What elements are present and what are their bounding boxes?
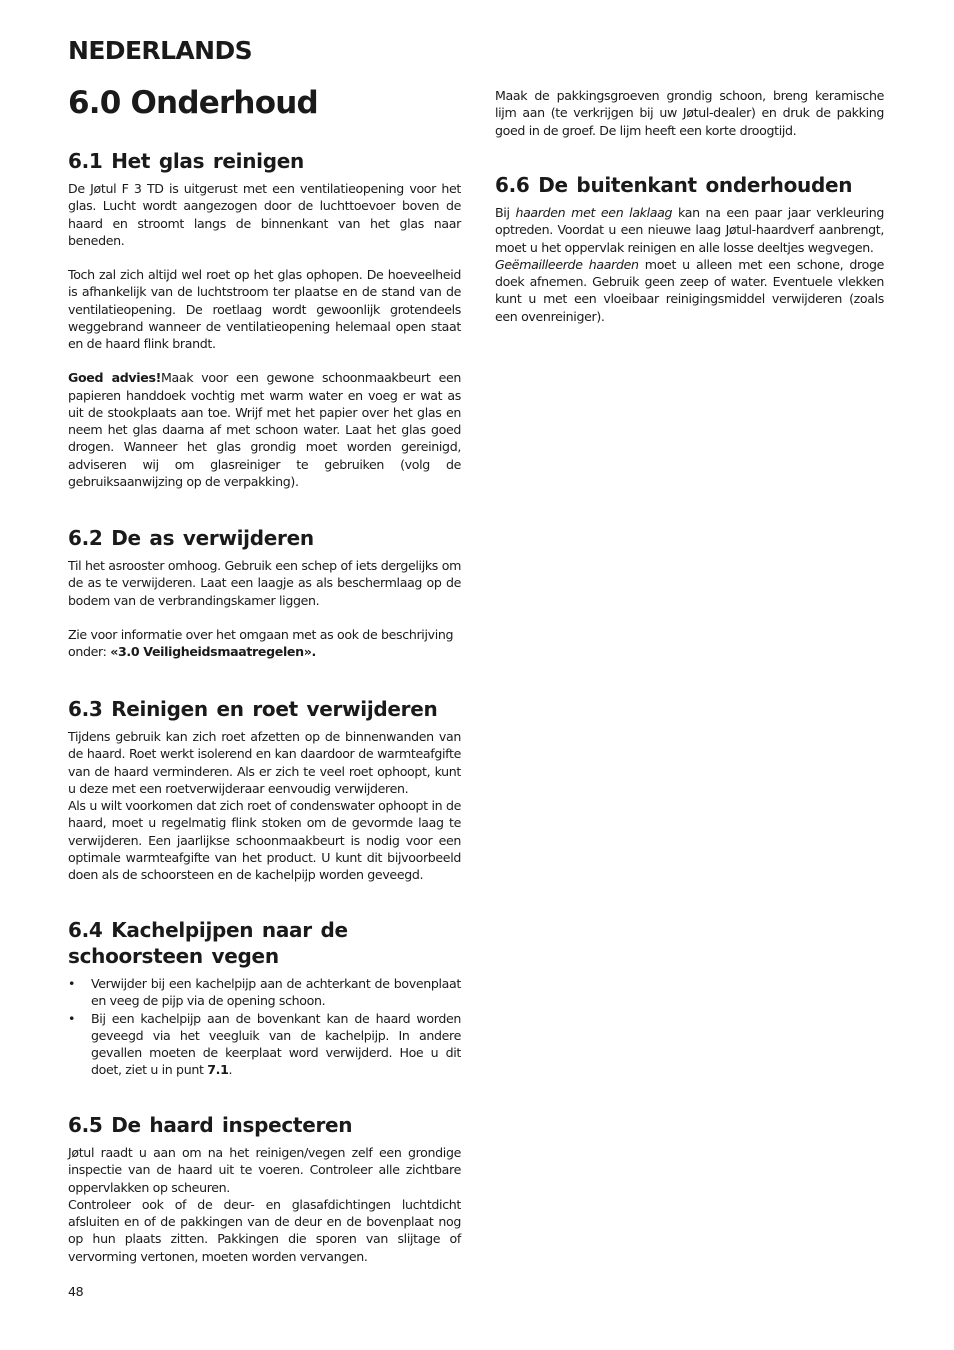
section-6-5 (68, 1112, 461, 1265)
tip-label: Goed advies! (68, 370, 161, 386)
section-6-1-title: 6.1 Het glas reinigen (68, 149, 304, 173)
section-reference: 7.1 (207, 1062, 229, 1078)
section-6-3-paragraph-1: Tijdens gebruik kan zich roet afzetten op de binnenwanden van de haard. Roet werkt isolerend en kan daardoor de warmteafgifte van de haard verminderen. Als er zich te veel roet ophoopt, kunt u deze met een roetverwijderaar eenvoudig verwijderen. (68, 729, 461, 796)
section-6-3-paragraph-2: Als u wilt voorkomen dat zich roet of condenswater ophoopt in de haard, moet u regelmatig flink stoken om de gevormde laag te verwijderen. Een jaarlijkse schoonmaakbeurt is nodig voor een optimale warmteafgifte van het product. U kunt dit bijvoorbeeld doen als de schoorsteen en de kachelpijp worden geveegd. (68, 798, 461, 882)
enamelled-stoves-term: Geëmailleerde haarden (495, 256, 639, 272)
gasket-continuation (495, 87, 884, 139)
section-6-4-title: 6.4 Kachelpijpen naar de schoorsteen vegen (68, 918, 348, 968)
section-6-4 (68, 917, 461, 1079)
section-6-3 (68, 696, 461, 883)
section-6-5-paragraph-1: Jøtul raadt u aan om na het reinigen/vegen zelf een grondige inspectie van de haard uit te voeren. Controleer alle zichtbare oppervlakken op scheuren. (68, 1145, 461, 1195)
section-6-5-title: 6.5 De haard inspecteren (68, 1113, 353, 1137)
section-6-1-paragraph-1: De Jøtul F 3 TD is uitgerust met een ventilatieopening voor het glas. Lucht wordt aangezogen door de luchttoevoer boven de haard en stroomt langs de binnenkant van het glas naar beneden. (68, 181, 461, 248)
tip-text: Maak voor een gewone schoonmaakbeurt een papieren handdoek vochtig met warm water en voeg er wat as uit de stookplaats aan toe. Wrijf met het papier over het glas en neem het glas daarna af met schoon water. Laat het glas goed drogen. Wanneer het glas grondig moet worden gereinigd, adviseren wij om glasreiniger te gebruiken (volg de gebruiksaanwijzing op de verpakking). (68, 370, 461, 489)
gasket-paragraph: Maak de pakkingsgroeven grondig schoon, breng keramische lijm aan (te verkrijgen bij uw Jøtul-dealer) en druk de pakking goed in de groef. De lijm heeft een korte droogtijd. (495, 88, 884, 138)
section-6-6 (495, 172, 884, 325)
lacquered-stoves-term: haarden met een laklaag (515, 205, 673, 220)
section-6-2-paragraph-2 (68, 626, 461, 661)
section-6-2-title: 6.2 De as verwijderen (68, 526, 314, 550)
chimney-sweep-list (68, 975, 461, 1079)
section-6-1-paragraph-3 (68, 369, 461, 490)
section-6-6-paragraph-2: Geëmailleerde haarden moet u alleen met een schone, droge doek afnemen. Gebruik geen zeep of water. Eventuele vlekken kunt u met een vloeibaar reinigingsmiddel verwijderen (zoals een ovenreiniger). (495, 256, 885, 324)
section-6-5-paragraph-2: Controleer ook of de deur- en glasafdichtingen luchtdicht afsluiten en of de pakkingen van de deur en de bovenplaat nog op hun plaats zitten. Pakkingen die sporen van slijtage of vervorming vertonen, moeten worden vervangen. (68, 1196, 461, 1264)
list-item: • Bij een kachelpijp aan de bovenkant kan de haard worden geveegd via het veegluik van de kachelpijp. In andere gevallen moeten de keerplaat word verwijderd. Hoe u dit doet, ziet u in punt 7.1. (68, 1010, 461, 1078)
section-6-1-paragraph-2: Toch zal zich altijd wel roet op het glas ophopen. De hoeveelheid is afhankelijk van de luchtstroom ter plaatse en de stand van de ventilatieopening. De roetlaag wordt gewoonlijk grotendeels weggebrand wanneer de ventilatieopening helemaal open staat en de haard flink brandt. (68, 267, 461, 351)
section-6-2 (68, 525, 461, 660)
page-number: 48 (68, 1284, 84, 1299)
safety-reference-link: «3.0 Veiligheidsmaatregelen». (110, 644, 316, 659)
section-6-2-paragraph-1: Til het asrooster omhoog. Gebruik een schep of iets dergelijks om de as te verwijderen. Laat een laagje as als beschermlaag op de bodem van de verbrandingskamer liggen. (68, 558, 461, 608)
section-6-6-paragraph-1: Bij haarden met een laklaag kan na een paar jaar verkleuring optreden. Voordat u een nieuwe laag Jøtul-haardverf aanbrengt, moet u het oppervlak reinigen en alle losse deeltjes wegvegen. (495, 205, 884, 255)
section-6-3-title: 6.3 Reinigen en roet verwijderen (68, 697, 438, 721)
bullet-icon: • (68, 1010, 76, 1026)
section-6-6-title: 6.6 De buitenkant onderhouden (495, 173, 853, 197)
language-heading: NEDERLANDS (68, 36, 253, 65)
chapter-title: 6.0 Onderhoud (68, 85, 318, 121)
section-6-1 (68, 148, 461, 490)
list-item: • Verwijder bij een kachelpijp aan de achterkant de bovenplaat en veeg de pijp via de opening schoon. (68, 976, 461, 1009)
safety-reference-text: Zie voor informatie over het omgaan met as ook de beschrijving onder: (68, 626, 454, 659)
bullet-icon: • (68, 976, 76, 991)
